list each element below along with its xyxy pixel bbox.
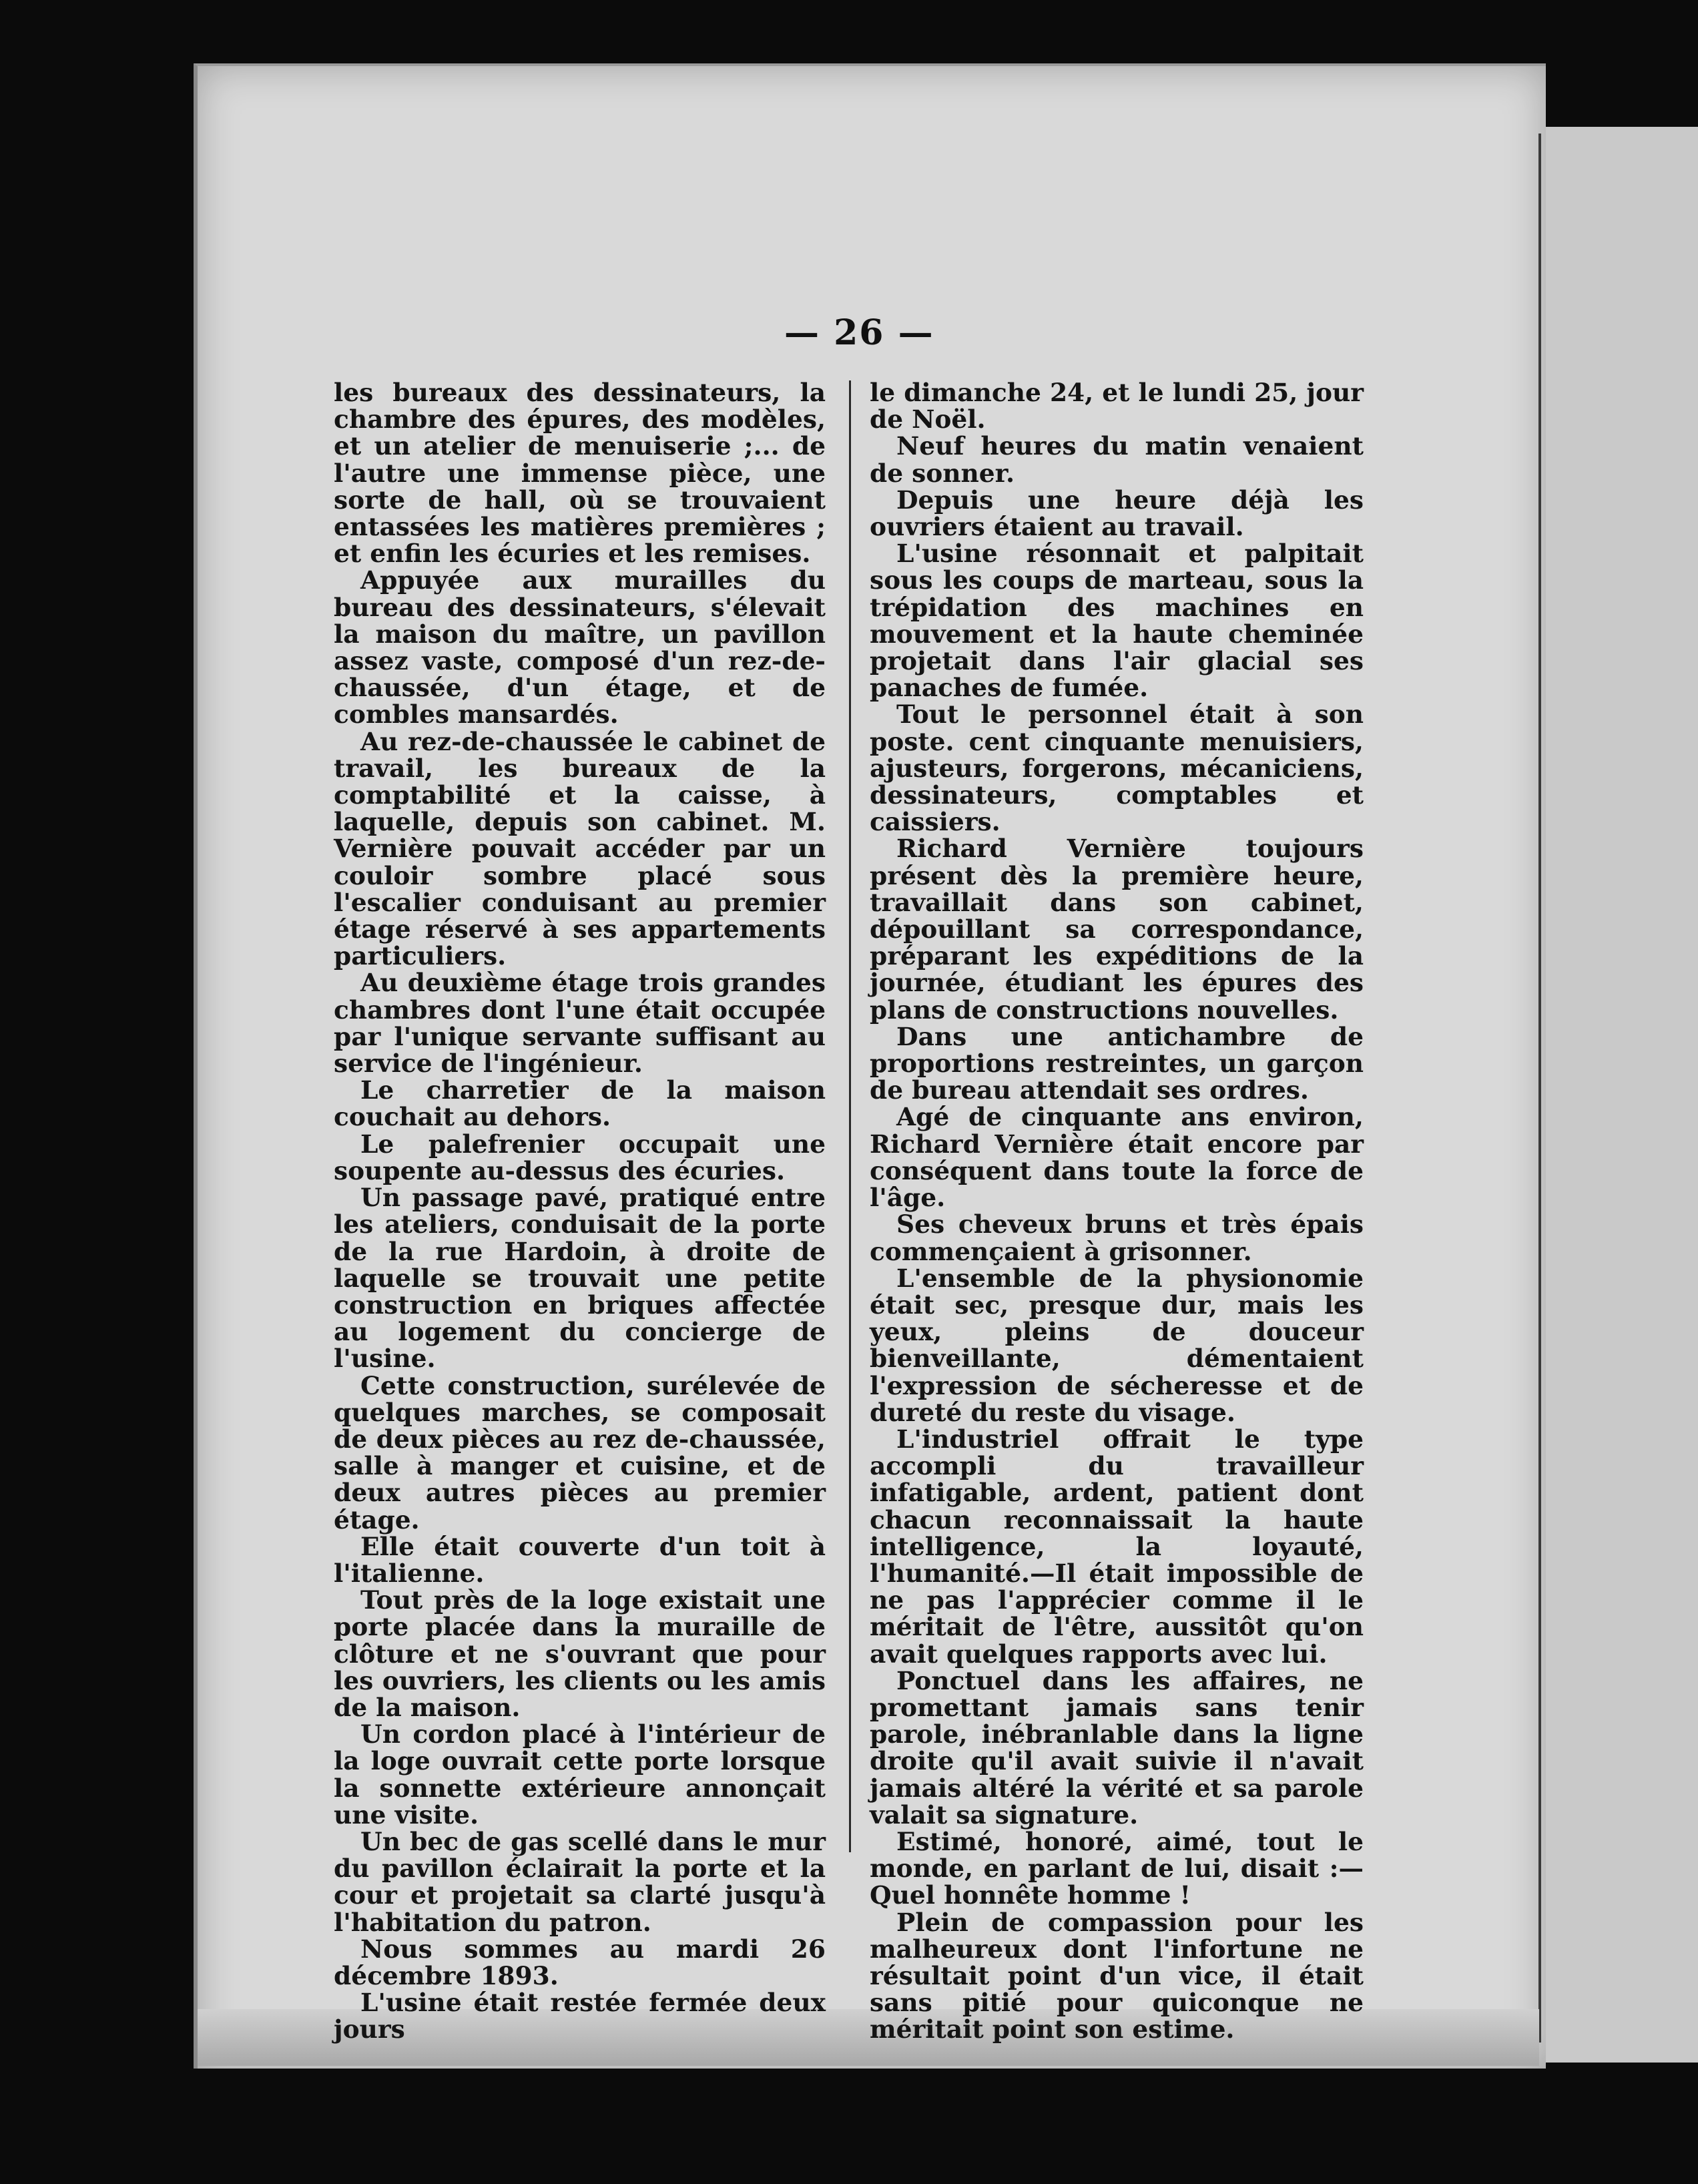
paragraph: Nous sommes au mardi 26 décembre 1893. bbox=[334, 1934, 826, 1990]
paragraph: L'usine résonnait et palpitait sous les coups de marteau, sous la trépidation des machines en mouvement et la haute cheminée projetait dans l'air glacial ses panaches de fumée. bbox=[870, 539, 1364, 703]
paragraph: Cette construction, surélevée de quelques marches, se composait de deux pièces au rez de-chaussée, salle à manger et cuisine, et de deux autres pièces au premier étage. bbox=[334, 1370, 826, 1535]
paragraph: Depuis une heure déjà les ouvriers étaient au travail. bbox=[870, 485, 1364, 542]
paragraph: Richard Vernière toujours présent dès la première heure, travaillait dans son cabinet, dépouillant sa correspondance, préparant les expéditions de la journée, étudiant les épures des plans de constructions nouvelles. bbox=[870, 834, 1364, 1025]
right-text-column bbox=[870, 379, 1364, 2043]
paragraph: Le charretier de la maison couchait au dehors. bbox=[334, 1075, 826, 1132]
paragraph: Dans une antichambre de proportions restreintes, un garçon de bureau attendait ses ordres. bbox=[870, 1021, 1364, 1105]
paragraph: les bureaux des dessinateurs, la chambre des épures, des modèles, et un atelier de menuiserie ;... de l'autre une immense pièce, une sorte de hall, où se trouvaient entassées les matières premières ; et enfin les écuries et les remises. bbox=[334, 378, 826, 569]
paragraph: Un passage pavé, pratiqué entre les ateliers, conduisait de la porte de la rue Hardoin, à droite de laquelle se trouvait une petite construction en briques affectée au logement du concierge de l'usine. bbox=[334, 1183, 826, 1374]
paragraph: Agé de cinquante ans environ, Richard Vernière était encore par conséquent dans toute la force de l'âge. bbox=[870, 1102, 1364, 1213]
paragraph: Au rez-de-chaussée le cabinet de travail, les bureaux de la comptabilité et la caisse, à laquelle, depuis son cabinet. M. Vernière pouvait accéder par un couloir sombre placé sous l'escalier conduisant au premier étage réservé à ses appartements particuliers. bbox=[334, 726, 826, 971]
paragraph: Estimé, honoré, aimé, tout le monde, en parlant de lui, disait :—Quel honnête homme ! bbox=[870, 1826, 1364, 1910]
paragraph: Appuyée aux murailles du bureau des dessinateurs, s'élevait la maison du maître, un pavillon assez vaste, composé d'un rez-de-chaussée, d'un étage, et de combles mansardés. bbox=[334, 565, 826, 730]
paragraph: Un bec de gas scellé dans le mur du pavillon éclairait la porte et la cour et projetait sa clarté jusqu'à l'habitation du patron. bbox=[334, 1826, 826, 1937]
paragraph: Au deuxième étage trois grandes chambres dont l'une était occupée par l'unique servante suffisant au service de l'ingénieur. bbox=[334, 968, 826, 1079]
paragraph: Tout près de la loge existait une porte placée dans la muraille de clôture et ne s'ouvrant que pour les ouvriers, les clients ou les amis de la maison. bbox=[334, 1585, 826, 1722]
adjacent-page-edge bbox=[1535, 127, 1698, 2063]
column-divider bbox=[849, 380, 851, 1852]
page-fold-line bbox=[1538, 133, 1541, 2042]
paragraph: Elle était couverte d'un toit à l'italienne. bbox=[334, 1531, 826, 1588]
paragraph: Neuf heures du matin venaient de sonner. bbox=[870, 431, 1364, 488]
paragraph: Ponctuel dans les affaires, ne promettant jamais sans tenir parole, inébranlable dans la ligne droite qu'il avait suivie il n'avait jamais altéré la vérité et sa parole valait sa signature. bbox=[870, 1665, 1364, 1830]
paragraph: Un cordon placé à l'intérieur de la loge ouvrait cette porte lorsque la sonnette extérieure annonçait une visite. bbox=[334, 1719, 826, 1830]
left-text-column bbox=[334, 379, 826, 2043]
paragraph: Le palefrenier occupait une soupente au-dessus des écuries. bbox=[334, 1129, 826, 1185]
paragraph: le dimanche 24, et le lundi 25, jour de Noël. bbox=[870, 378, 1364, 435]
paragraph: L'ensemble de la physionomie était sec, presque dur, mais les yeux, pleins de douceur bienveillante, démentaient l'expression de sécheresse et de dureté du reste du visage. bbox=[870, 1263, 1364, 1427]
paragraph: Plein de compassion pour les malheureux dont l'infortune ne résultait point d'un vice, il était sans pitié pour quiconque ne méritait point son estime. bbox=[870, 1907, 1364, 2044]
paragraph: L'industriel offrait le type accompli du travailleur infatigable, ardent, patient dont chacun reconnaissait la haute intelligence, la loyauté, l'humanité.—Il était impossible de ne pas l'apprécier comme il le méritait de l'être, aussitôt qu'on avait quelques rapports avec lui. bbox=[870, 1424, 1364, 1669]
paragraph: Ses cheveux bruns et très épais commençaient à grisonner. bbox=[870, 1209, 1364, 1266]
paragraph: Tout le personnel était à son poste. cent cinquante menuisiers, ajusteurs, forgerons, mécaniciens, dessinateurs, comptables et caissiers. bbox=[870, 700, 1364, 837]
paragraph: L'usine était restée fermée deux jours bbox=[334, 1988, 826, 2044]
page-number: — 26 — bbox=[784, 312, 934, 353]
